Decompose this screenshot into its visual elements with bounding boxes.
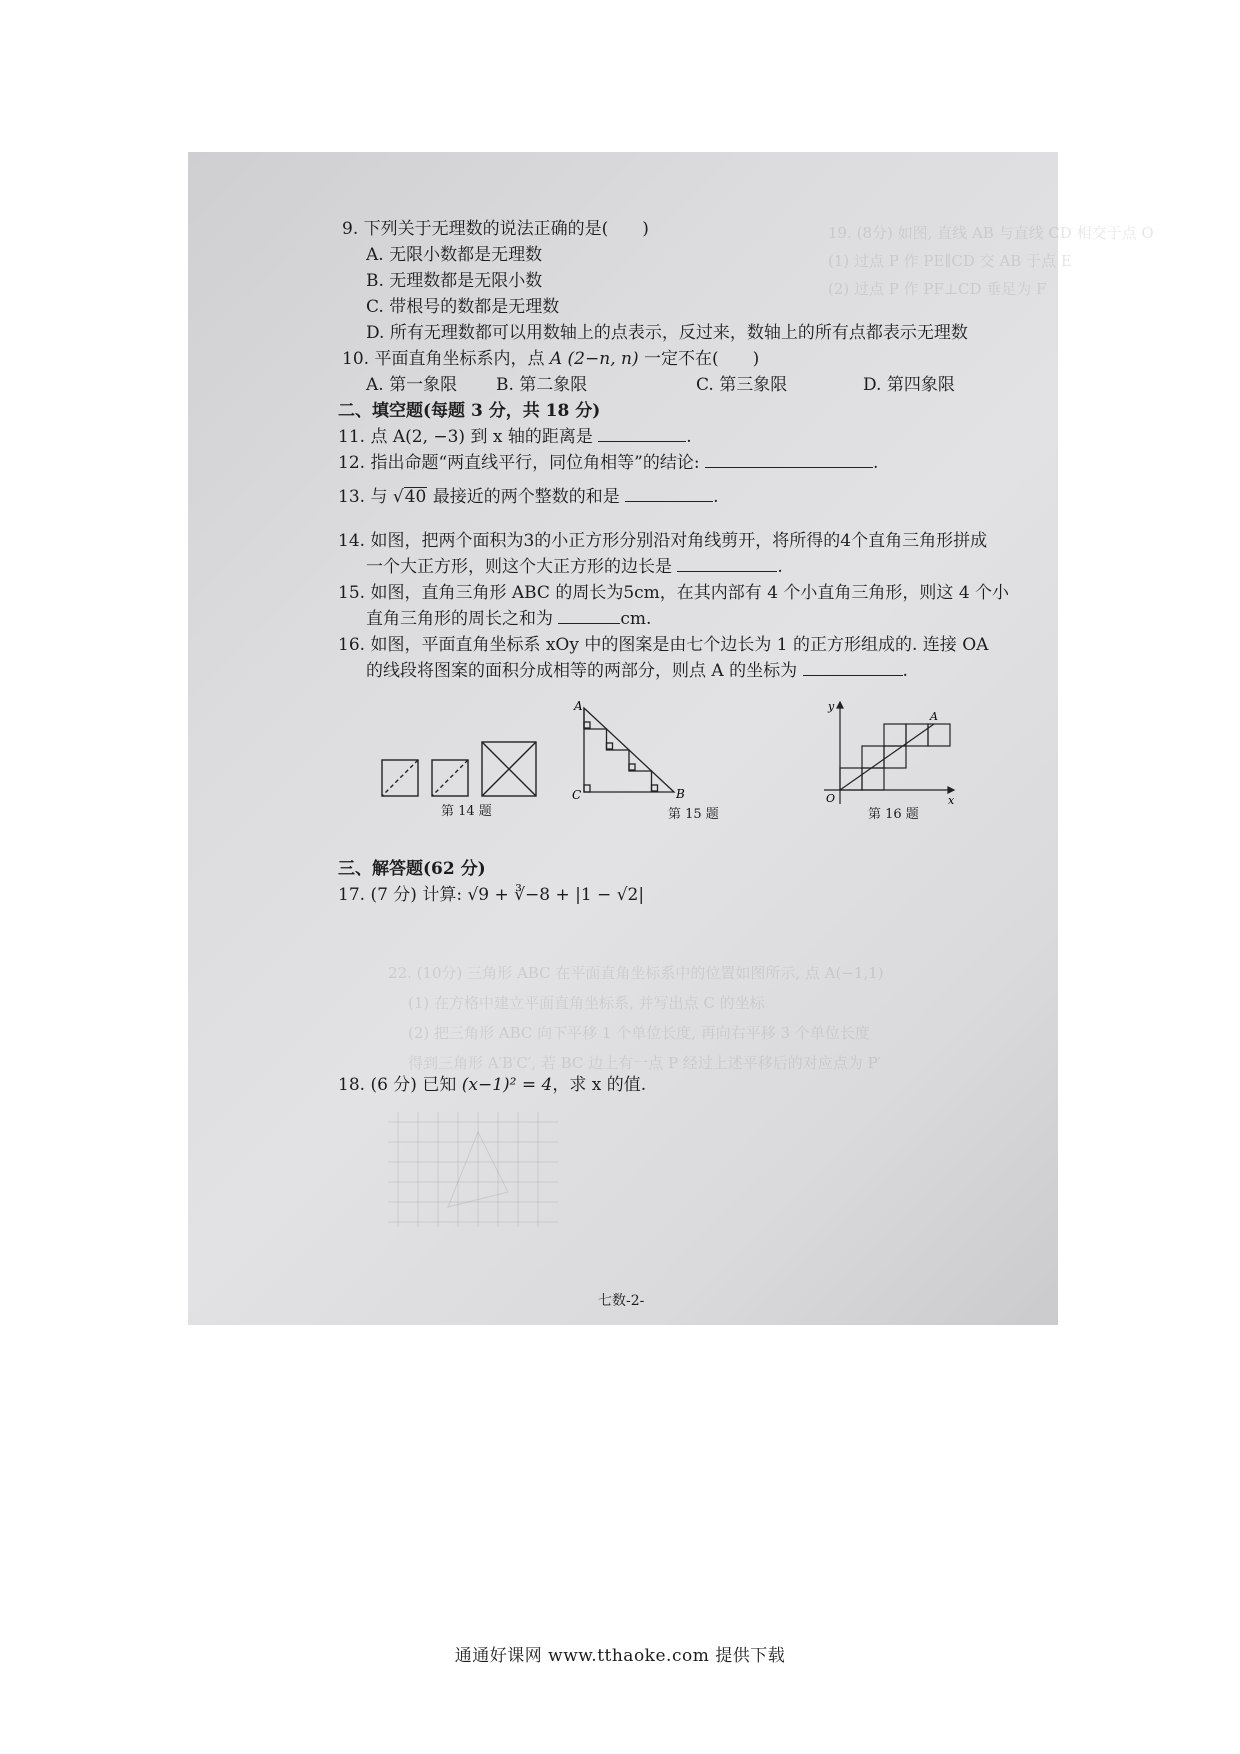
q14-line2	[366, 556, 783, 578]
q11-answer-blank[interactable]	[598, 427, 686, 442]
q10-point: A	[549, 349, 563, 369]
fig16-label-o: O	[826, 792, 836, 805]
fig16-label-y: y	[828, 700, 835, 713]
q16-answer-blank[interactable]	[803, 661, 903, 676]
section-3-heading: 三、解答题(62 分)	[338, 859, 486, 879]
q18-expression: (x−1)² = 4	[461, 1075, 553, 1095]
q13-prefix: 13. 与	[338, 487, 388, 507]
figure-14-caption: 第 14 题	[441, 804, 492, 819]
q16-line2	[366, 660, 908, 682]
q16-end: .	[902, 661, 908, 681]
q11-end: .	[686, 427, 692, 447]
q10-stem-suffix: 一定不在( )	[643, 349, 760, 369]
q12-end: .	[872, 453, 879, 473]
q15-line2-text: 直角三角形的周长之和为	[366, 609, 553, 629]
fig16-label-a: A	[930, 710, 938, 723]
fig15-label-a: A	[574, 699, 583, 713]
fig16-square-5	[884, 724, 906, 746]
q11	[338, 426, 692, 448]
q9-stem: 9. 下列关于无理数的说法正确的是( )	[342, 219, 649, 239]
fig16-square-7	[928, 724, 950, 746]
q18-prefix: 18. (6 分) 已知	[338, 1075, 457, 1095]
q10-option-a: A. 第一象限	[366, 375, 458, 395]
fig15-inner-steps	[584, 708, 652, 792]
q16-line2-text: 的线段将图案的面积分成相等的两部分，则点 A 的坐标为	[366, 661, 798, 681]
q13-answer-blank[interactable]	[625, 487, 713, 502]
q14-line2-text: 一个大正方形，则这个大正方形的边长是	[366, 557, 672, 577]
q12-text: 12. 指出命题“两直线平行，同位角相等”的结论:	[338, 453, 700, 473]
fig15-right-angle-3	[629, 764, 635, 770]
q9-option-c: C. 带根号的数都是无理数	[366, 297, 560, 317]
q10-option-b: B. 第二象限	[496, 375, 588, 395]
fig16-y-axis-arrow	[837, 702, 843, 708]
q12-answer-blank[interactable]	[705, 453, 873, 468]
q10-stem-prefix: 10. 平面直角坐标系内，点	[342, 349, 545, 369]
q15-line2	[366, 608, 651, 630]
q13	[338, 486, 719, 508]
q13-radicand: 40	[404, 487, 427, 507]
figure-16-diagram	[820, 696, 960, 806]
fig16-square-1	[840, 768, 862, 790]
figure-15-caption: 第 15 题	[668, 807, 719, 822]
q10-option-d: D. 第四象限	[863, 375, 955, 395]
q10-stem	[342, 348, 759, 370]
fig15-label-c: C	[572, 788, 582, 802]
scanned-exam-photo: 19. (8分) 如图, 直线 AB 与直线 CD 相交于点 O (1) 过点 P 作 PE∥CD 交 AB 于点 E (2) 过点 P 作 PF⊥CD 垂足为 F 22. (10分) 三角形 ABC 在平面直角坐标系中的位置如图所示, 点 A(−1,1) (1) 在方格中建立平面直角坐标系, 并写出点 C 的坐标 (2) 把三角形 ABC 向下平移 1 个单位长度, 再向右平移 3 个单位长度 得到三角形 A′B′C′, 若 BC 边上有一点 P 经过上述平移后的对应点为 P′ 9. 下列关于无理数的说法正确的是( ) A. 无限小数都是无理数 B. 无理数都是无限小数 C. 带根号的数都是无理数 D. 所有无理数都可以用数轴上的点表示，反过来，数轴上的所有点都表示无理数 10. 平面直角坐标系内，点 A (2−n, n) 一定不在( ) A. 第一象限 B. 第二象限 C. 第三象限 D. 第四象限 二、填空题(每题 3 分，共 18 分) 11. 点 A(2, −3) 到 x 轴的距离是 . 12. 指出命题“两直线平行，同位角相等”的结论: . 13. 与 √40 最接近的两个整数的和是 . 14. 如图，把两个面积为3的小正方形分别沿对角线剪开，将所得的4个直角三角形拼成 一个大正方形，则这个大正方形的边长是 . 15. 如图，直角三角形 ABC 的周长为5cm，在其内部有 4 个小直角三角形，则这 4 个小 直角三角形的周长之和为 cm. 16. 如图，平面直角坐标系 xOy 中的图案是由七个边长为 1 的正方形组成的. 连接 OA 的线段将图案的面积分成相等的两部分，则点 A 的坐标为 . 第 14 题 A C B 第 15 题 y x O A 第 16 题 三、解答题(62 分) 17. (7 分) 计算: √9 + ∛−8 + |1 − √2| 18. (6 分) 已知 (x−1)² = 4，求 x 的值. 七数-2-	[188, 152, 1058, 1325]
q11-text: 11. 点 A(2, −3) 到 x 轴的距离是	[338, 427, 593, 447]
q10-coords: (2−n, n)	[567, 349, 639, 369]
fig14-diagonal-2	[432, 760, 468, 796]
fig16-square-3	[862, 746, 884, 768]
q13-suffix: 最接近的两个整数的和是	[432, 487, 620, 507]
q14-line1: 14. 如图，把两个面积为3的小正方形分别沿对角线剪开，将所得的4个直角三角形拼成	[338, 531, 988, 551]
q15-answer-blank[interactable]	[558, 609, 620, 624]
q10-option-c: C. 第三象限	[696, 375, 788, 395]
fig16-square-6	[906, 724, 928, 746]
fig15-label-b: B	[676, 787, 685, 801]
q9-option-a: A. 无限小数都是无理数	[366, 245, 543, 265]
fig16-label-x: x	[948, 794, 955, 807]
figure-15-diagram	[564, 700, 694, 800]
q9-option-d: D. 所有无理数都可以用数轴上的点表示，反过来，数轴上的所有点都表示无理数	[366, 323, 968, 343]
q18	[338, 1074, 646, 1096]
fig16-x-axis-arrow	[948, 787, 954, 793]
footer-credit: 通通好课网 www.tthaoke.com 提供下载	[454, 1646, 786, 1666]
bleed-through-grid	[388, 1112, 568, 1232]
q14-end: .	[777, 557, 783, 577]
figure-16-caption: 第 16 题	[868, 807, 919, 822]
q12	[338, 452, 878, 474]
fig16-square-2	[862, 768, 884, 790]
q9-option-b: B. 无理数都是无限小数	[366, 271, 543, 291]
section-2-heading: 二、填空题(每题 3 分，共 18 分)	[338, 401, 601, 421]
q18-suffix: ，求 x 的值.	[552, 1075, 647, 1095]
fig15-right-angle-c	[584, 785, 590, 792]
q17-expression: √9 + ∛−8 + |1 − √2|	[467, 885, 645, 905]
q13-sqrt-sign: √	[392, 487, 404, 507]
q13-end: .	[713, 487, 719, 507]
fig15-right-angle-1	[584, 722, 590, 728]
q17	[338, 884, 644, 906]
fig14-diagonal-1	[382, 760, 418, 796]
figure-14-diagram	[382, 742, 562, 802]
fig15-right-angle-4	[652, 785, 658, 791]
fig16-segment-oa	[840, 724, 934, 790]
page-number: 七数-2-	[598, 1293, 645, 1309]
q16-line1: 16. 如图，平面直角坐标系 xOy 中的图案是由七个边长为 1 的正方形组成的. 连接 OA	[338, 635, 989, 655]
q15-unit: cm.	[620, 609, 652, 629]
q17-prefix: 17. (7 分) 计算:	[338, 885, 463, 905]
q14-answer-blank[interactable]	[677, 557, 777, 572]
fig15-right-angle-2	[607, 743, 613, 749]
q15-line1: 15. 如图，直角三角形 ABC 的周长为5cm，在其内部有 4 个小直角三角形，则这 4 个小	[338, 583, 1010, 603]
